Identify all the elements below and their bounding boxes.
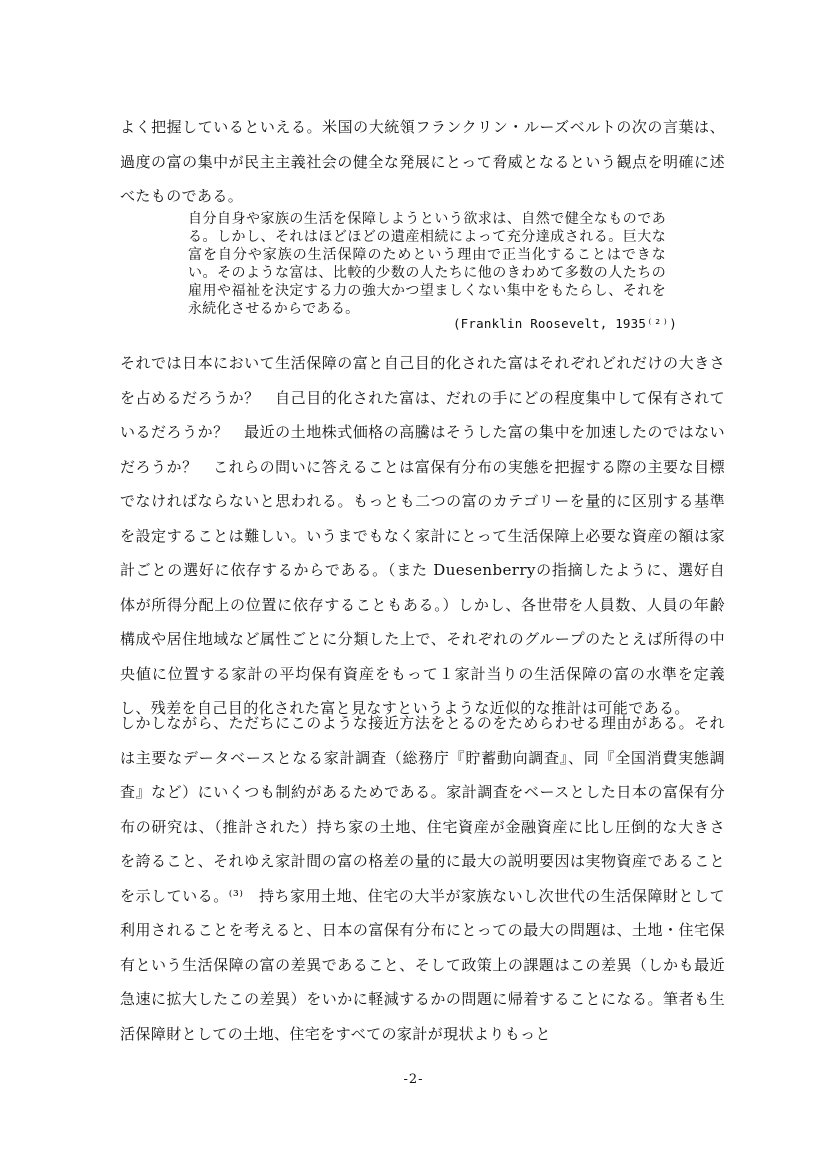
body-paragraph: しかしながら、ただちにこのような接近方法をとるのをためらわせる理由がある。それは主要なデータベースとなる家計調査（総務庁『貯蓄動向調査』、同『全国消費実態調査』など）にいくつも制約があるためである。家計調査をベースとした日本の富保有分布の研究は、（推計された）持ち家の土地、住宅資産が金融資産に比し圧倒的な大きさを誇ること、それゆえ家計間の富の格差の量的に最大の説明要因は実物資産であることを示している。⁽³⁾ 持ち家用土地、住宅の大半が家族ないし次世代の生活保障財として利用されることを考えると、日本の富保有分布にとっての最大の問題は、土地・住宅保有という生活保障の富の差異であること、そして政策上の課題はこの差異（しかも最近急速に拡大したこの差異）をいかに軽減するかの問題に帰着することになる。筆者も生活保障財としての土地、住宅をすべての家計が現状よりもっと — [120, 714, 725, 1043]
block-quote: 自分自身や家族の生活を保障しようという欲求は、自然で健全なものである。しかし、それはほどほどの遺産相続によって充分達成される。巨大な富を自分や家族の生活保障のためという理由で正当化することはできない。そのような富は、比較的少数の人たちに他のきわめて多数の人たちの雇用や福祉を決定する力の強大かつ望ましくない集中をもたらし、それを永続化させるからである。 — [188, 211, 666, 317]
quote-citation: (Franklin Roosevelt, 1935⁽²⁾) — [452, 316, 677, 331]
body-paragraph: よく把握しているといえる。米国の大統領フランクリン・ルーズベルトの次の言葉は、過度の富の集中が民主主義社会の健全な発展にとって脅威となるという観点を明確に述べたものである。 — [120, 118, 725, 205]
body-paragraph: それでは日本において生活保障の富と自己目的化された富はそれぞれどれだけの大きさを占めるだろうか？ 自己目的化された富は、だれの手にどの程度集中して保有されているだろうか？ 最近の土地株式価格の高騰はそうした富の集中を加速したのではないだろうか？ これらの問いに答えることは富保有分布の実態を把握する際の主要な目標でなければならないと思われる。もっとも二つの富のカテゴリーを量的に区別する基準を設定することは難しい。いうまでもなく家計にとって生活保障上必要な資産の額は家計ごとの選好に依存するからである。（また Duesenberryの指摘したように、選好自体が所得分配上の位置に依存することもある。）しかし、各世帯を人員数、人員の年齢構成や居住地域など属性ごとに分類した上で、それぞれのグループのたとえば所得の中央値に位置する家計の平均保有資産をもって１家計当りの生活保障の富の水準を定義し、残差を自己目的化された富と見なすというような近似的な推計は可能である。 — [120, 354, 725, 717]
page-number: -2- — [403, 1072, 424, 1087]
